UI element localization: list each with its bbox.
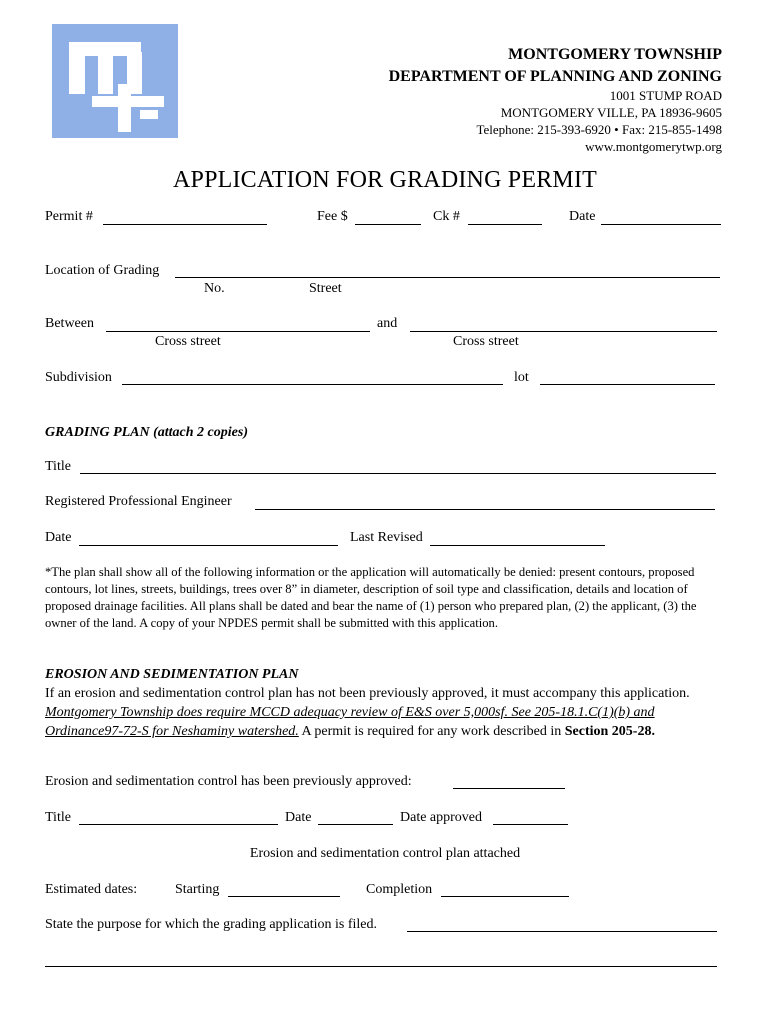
- grading-date-field[interactable]: [79, 545, 338, 546]
- section-reference: Section 205-28.: [564, 724, 655, 739]
- completion-label: Completion: [366, 882, 433, 897]
- website[interactable]: www.montgomerytwp.org: [585, 139, 722, 154]
- last-revised-label: Last Revised: [350, 530, 423, 545]
- permit-field[interactable]: [103, 224, 267, 225]
- location-label: Location of Grading: [45, 263, 160, 278]
- erosion-paragraph: [45, 684, 735, 741]
- montgomery-township-logo: [52, 24, 178, 138]
- starting-field[interactable]: [228, 896, 340, 897]
- erosion-date-label: Date: [285, 810, 312, 825]
- last-revised-field[interactable]: [430, 545, 605, 546]
- department-name: DEPARTMENT OF PLANNING AND ZONING: [388, 68, 722, 85]
- subdivision-field[interactable]: [122, 384, 503, 385]
- previously-approved-label: Erosion and sedimentation control has been previously approved:: [45, 774, 412, 789]
- fee-field[interactable]: [355, 224, 421, 225]
- grading-plan-notice: *The plan shall show all of the following information or the application will automatically be denied: present contours, proposed contours, lot lines, streets, buildings, trees over 8” in diameter, description of soil type and classification, details and location of proposed drainage facilities. All plans shall be dated and bear the name of (1) person who prepared plan, (2) the applicant, (3) the owner of the land. A copy of your NPDES permit shall be submitted with this application.: [45, 565, 697, 630]
- estimated-dates-label: Estimated dates:: [45, 882, 138, 897]
- date-approved-field[interactable]: [493, 824, 568, 825]
- grading-date-label: Date: [45, 530, 72, 545]
- between-field-1[interactable]: [106, 331, 370, 332]
- subdivision-label: Subdivision: [45, 370, 112, 385]
- erosion-date-field[interactable]: [318, 824, 393, 825]
- date-approved-label: Date approved: [400, 810, 483, 825]
- lot-label: lot: [514, 370, 529, 385]
- grading-title-field[interactable]: [80, 473, 716, 474]
- location-field[interactable]: [175, 277, 720, 278]
- purpose-field-continued[interactable]: [45, 966, 717, 967]
- page-title: APPLICATION FOR GRADING PERMIT: [172, 167, 598, 193]
- engineer-field[interactable]: [255, 509, 715, 510]
- grading-plan-heading: GRADING PLAN (attach 2 copies): [45, 425, 248, 440]
- ck-label: Ck #: [433, 209, 460, 224]
- erosion-text-c: A permit is required for any work described in: [298, 724, 565, 739]
- address-line-1: 1001 STUMP ROAD: [609, 88, 722, 103]
- erosion-title-field[interactable]: [79, 824, 278, 825]
- date-label: Date: [569, 209, 596, 224]
- previously-approved-field[interactable]: [453, 788, 565, 789]
- date-field[interactable]: [601, 224, 721, 225]
- fee-label: Fee $: [317, 209, 348, 224]
- purpose-field[interactable]: [407, 931, 717, 932]
- erosion-requirement-note: Montgomery Township does require MCCD adequacy review of E&S over 5,000sf. See 205-18.1.C(1)(b) and Ordinance97-72-S for Neshaminy watershed.: [45, 705, 655, 739]
- lot-field[interactable]: [540, 384, 715, 385]
- erosion-title-label: Title: [45, 810, 71, 825]
- address-line-2: MONTGOMERY VILLE, PA 18936-9605: [500, 105, 722, 120]
- between-label: Between: [45, 316, 94, 331]
- location-no-caption: No.: [204, 281, 225, 296]
- engineer-label: Registered Professional Engineer: [45, 494, 232, 509]
- permit-label: Permit #: [45, 209, 93, 224]
- ck-field[interactable]: [468, 224, 542, 225]
- cross-street-caption-2: Cross street: [453, 334, 519, 349]
- starting-label: Starting: [175, 882, 220, 897]
- grading-title-label: Title: [45, 459, 71, 474]
- erosion-text-a: If an erosion and sedimentation control plan has not been previously approved, it must accompany this application.: [45, 686, 690, 701]
- location-street-caption: Street: [309, 281, 342, 296]
- erosion-heading: EROSION AND SEDIMENTATION PLAN: [45, 667, 299, 682]
- between-field-2[interactable]: [410, 331, 717, 332]
- plan-attached-label: Erosion and sedimentation control plan attached: [249, 846, 521, 861]
- purpose-label: State the purpose for which the grading application is filed.: [45, 917, 378, 932]
- org-name: MONTGOMERY TOWNSHIP: [508, 46, 722, 63]
- phone-fax: Telephone: 215-393-6920 • Fax: 215-855-1498: [476, 122, 722, 137]
- cross-street-caption-1: Cross street: [155, 334, 221, 349]
- and-label: and: [377, 316, 398, 331]
- completion-field[interactable]: [441, 896, 569, 897]
